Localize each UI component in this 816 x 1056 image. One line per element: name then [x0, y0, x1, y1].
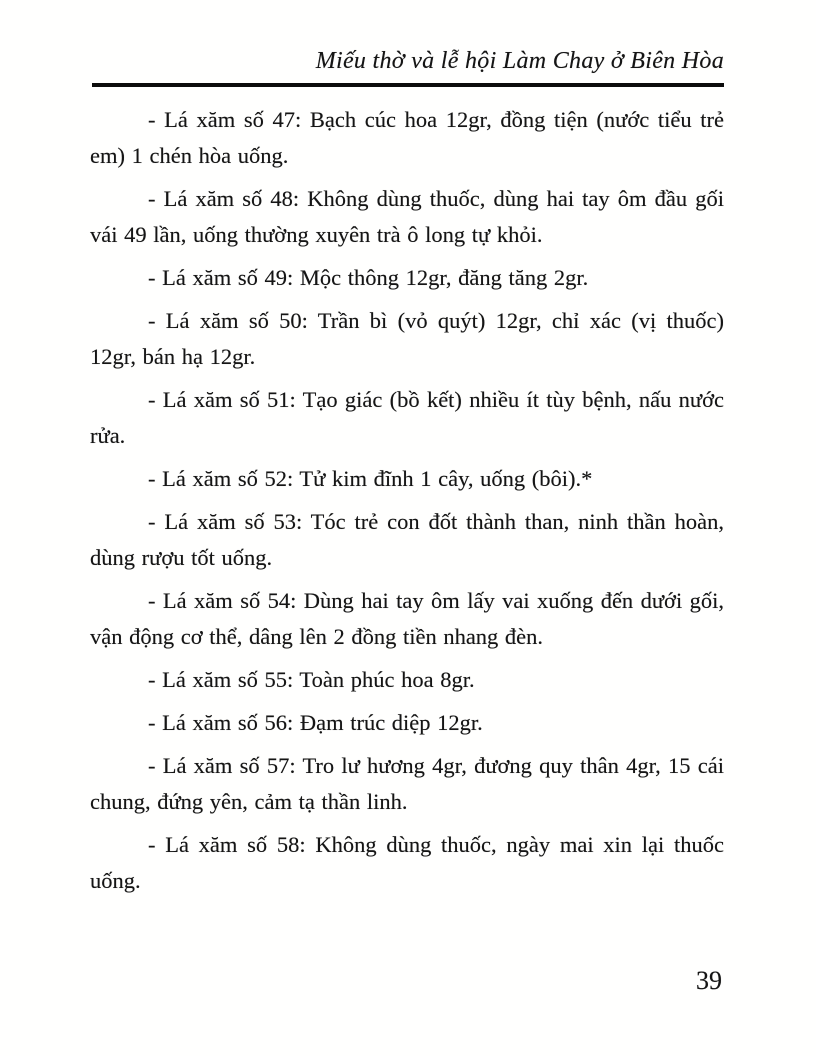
list-item-52: - Lá xăm số 52: Tử kim đĩnh 1 cây, uống (bôi).*	[148, 466, 593, 491]
list-item-58: - Lá xăm số 58: Không dùng thuốc, ngày mai xin lại thuốc uống.	[90, 832, 724, 893]
page-body	[90, 102, 724, 906]
list-item-51: - Lá xăm số 51: Tạo giác (bồ kết) nhiều ít tùy bệnh, nấu nước rửa.	[90, 387, 724, 448]
list-item-57: - Lá xăm số 57: Tro lư hương 4gr, đương quy thân 4gr, 15 cái chung, đứng yên, cảm tạ thần linh.	[90, 753, 724, 814]
list-item-48: - Lá xăm số 48: Không dùng thuốc, dùng hai tay ôm đầu gối vái 49 lần, uống thường xuyên trà ô long tự khỏi.	[90, 186, 724, 247]
list-item-50: - Lá xăm số 50: Trần bì (vỏ quýt) 12gr, chỉ xác (vị thuốc) 12gr, bán hạ 12gr.	[90, 308, 724, 369]
list-item-54: - Lá xăm số 54: Dùng hai tay ôm lấy vai xuống đến dưới gối, vận động cơ thể, dâng lên 2 đồng tiền nhang đèn.	[90, 588, 724, 649]
list-item-55: - Lá xăm số 55: Toàn phúc hoa 8gr.	[148, 667, 475, 692]
page-number: 39	[696, 966, 722, 995]
list-item-47: - Lá xăm số 47: Bạch cúc hoa 12gr, đồng tiện (nước tiểu trẻ em) 1 chén hòa uống.	[90, 107, 724, 168]
list-item-49: - Lá xăm số 49: Mộc thông 12gr, đăng tăng 2gr.	[148, 265, 589, 290]
running-header-title: Miếu thờ và lễ hội Làm Chay ở Biên Hòa	[92, 46, 724, 87]
list-item-56: - Lá xăm số 56: Đạm trúc diệp 12gr.	[148, 710, 483, 735]
list-item-53: - Lá xăm số 53: Tóc trẻ con đốt thành than, ninh thần hoàn, dùng rượu tốt uống.	[90, 509, 724, 570]
